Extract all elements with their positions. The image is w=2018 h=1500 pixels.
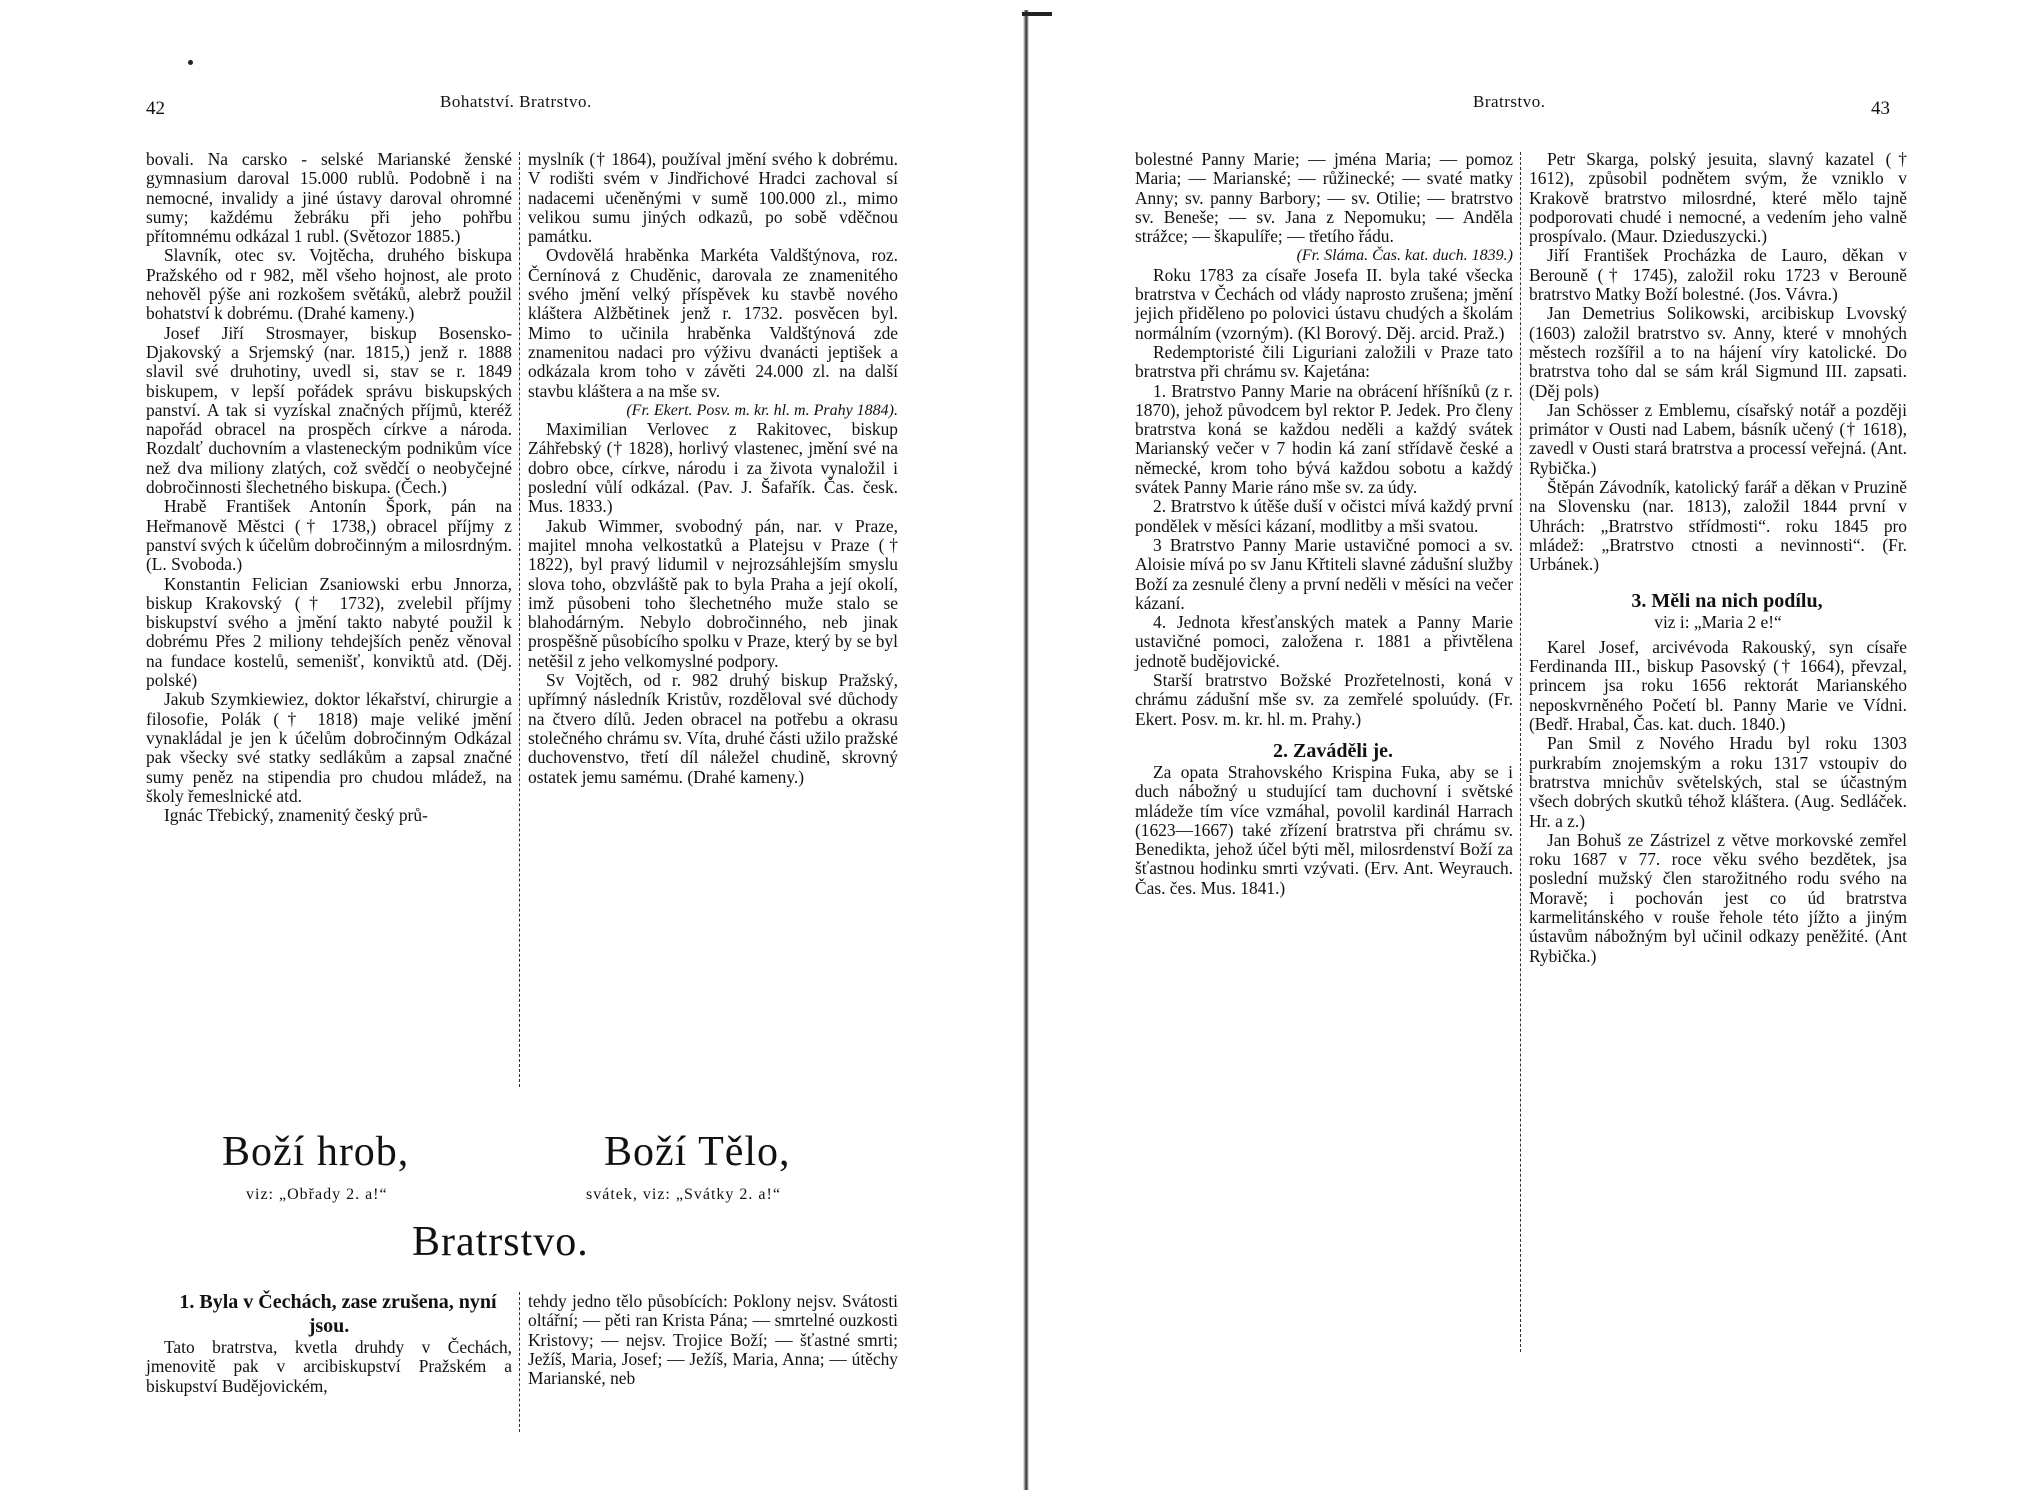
paragraph: myslník († 1864), používal jmění svého k dobrému. V rodišti svém v Jindřichové Hradci zachoval sí nadacemi učeněnými v sumě 100.000 zl., mimo velikou sumu jiných odkazů, po sobě vděčnou památku. [528, 149, 898, 247]
paragraph: tehdy jedno tělo působících: Poklony nejsv. Svátosti oltářní; — pěti ran Krista Pána; — smrtelné ouzkosti Kristovy; — nejsv. Trojice Boží; — šťastné smrti; Ježíš, Maria, Josef; — Ježíš, Maria, Anna; — útěchy Marianské, neb [528, 1291, 898, 1389]
heading-bozi-hrob: Boží hrob, [222, 1129, 410, 1175]
source-citation: (Fr. Sláma. Čas. kat. duch. 1839.) [1296, 247, 1513, 265]
paragraph: Jakub Szymkiewiez, doktor lékařství, chirurgie a filosofie, Polák († 1818) maje veliké jmění vynakládal je jen k účelům dobročinným Odkázal pak všecky své statky sedlákům a zapsal značné sumy peněz na stipendia pro chudou mládež, na školy řemeslnické atd. [146, 689, 512, 806]
left-sec1-col-2 [528, 1292, 898, 1388]
section-title: 2. Zaváděli je. [1273, 739, 1393, 762]
crossref-bozi-hrob: viz: „Obřady 2. a!“ [246, 1186, 388, 1203]
column-divider [1520, 152, 1521, 1352]
left-col-1 [146, 150, 512, 825]
paragraph: Pan Smil z Nového Hradu byl roku 1303 purkrabím znojemským a roku 1317 vstoupiv do bratrstva mnichův světelských, stal se účastným všech dobrých skutků téhož kláštera. (Aug. Sedláček. Hr. a z.) [1529, 733, 1907, 831]
paragraph: Za opata Strahovského Krispina Fuka, aby se i duch nábožný u studující tam duchovní i světské mládeže tím více vzmáhal, povolil kardinál Harrach (1623—1667) také zřízení bratrstva při chrámu sv. Benedikta, jehož účel býti měl, milosrdenství Boží za šťastnou hodinku smrti vzývati. (Erv. Ant. Weyrauch. Čas. čes. Mus. 1841.) [1135, 761, 1513, 898]
paragraph: Slavník, otec sv. Vojtěcha, druhého biskupa Pražského od r 982, měl všeho hojnost, ale proto nehověl pýše ani rozkošem světáků, alebrž použil bohatství k dobrému. (Drahé kameny.) [146, 245, 512, 324]
right-col-1 [1135, 150, 1513, 898]
running-head: Bohatství. Bratrstvo. [440, 92, 592, 111]
page-number: 42 [146, 98, 165, 119]
paragraph: Petr Skarga, polský jesuita, slavný kazatel († 1612), způsobil podnětem svým, že vzniklo v Krakově bratrstvo milosrdné, které mělo tajně podporovati chudé i nemocné, a vedením jeho valně prospívalo. (Maur. Dzieduszycki.) [1529, 149, 1907, 247]
paragraph: Ovdovělá hraběnka Markéta Valdštýnova, roz. Černínová z Chuděnic, darovala ze znamenitého svého jmění velký příspěvek ku stavbě nového kláštera Alžbětinek jenž r. 1732. posvěcen byl. Mimo to učinila hraběnka Valdštýnová zde znamenitou nadaci pro výživu dvanácti jeptišek a odkázala krom toho v závěti 24.000 zl. na další stavbu kláštera a na mše sv. [528, 245, 898, 401]
paragraph: Konstantin Felician Zsaniowski erbu Jnnorza, biskup Krakovský († 1732), zvelebil příjmy biskupství svého a jmění takto nabyté použil k dobrému Přes 2 miliony tehdejších peněz věnoval na fundace kostelů, semenišť, konviktů atd. (Děj. polské) [146, 573, 512, 691]
paragraph: Starší bratrstvo Božské Prozřetelnosti, koná v chrámu zádušní mše sv. za zemřelé spoluúdy. (Fr. Ekert. Posv. m. kr. hl. m. Prahy.) [1135, 670, 1513, 729]
paragraph: 4. Jednota křesťanských matek a Panny Marie ustavičné pomoci, založena r. 1881 a přivtělena jednotě budějovické. [1135, 612, 1513, 671]
paragraph: bolestné Panny Marie; — jména Maria; — pomoz Maria; — Marianské; — růžinecké; — svaté matky Anny; sv. panny Barbory; — sv. Otilie; — bratrstvo sv. Beneše; — sv. Jana z Nepomuku; — Anděla strážce; — škapulíře; — třetího řádu. [1135, 149, 1513, 247]
crossref: viz i: „Maria 2 e!“ [1654, 611, 1782, 632]
column-divider [519, 152, 520, 1087]
paragraph: bovali. Na carsko - selské Marianské ženské gymnasium daroval 15.000 rublů. Podobně i na nemocné, invalidy a jiné ústavy daroval ohromné sumy; každému žebráku při jeho pohřbu přítomnému odkázal 1 rubl. (Světozor 1885.) [146, 149, 512, 247]
left-col-2 [528, 150, 898, 787]
paragraph: Maximilian Verlovec z Rakitovec, biskup Záhřebský († 1828), horlivý vlastenec, jmění své na dobro obce, církve, národu i za života vynaložil i poslední vůlí odkázal. (Pav. J. Šafařík. Čas. česk. Mus. 1833.) [528, 419, 898, 517]
left-sec1-col-1 [146, 1290, 512, 1396]
right-page [1009, 0, 2018, 1500]
paragraph: Sv Vojtěch, od r. 982 druhý biskup Pražský, upřímný následník Kristův, rozděloval své důchody na čtvero dílů. Jeden obracel na potřebu a okrasu stolečného chrámu sv. Víta, druhé části užilo pražské duchovenstvo, třetí díl náležel chudině, skrovný ostatek jemu samému. (Drahé kameny.) [528, 670, 898, 787]
paragraph: Jan Demetrius Solikowski, arcibiskup Lvovský (1603) založil bratrstvo sv. Anny, které v mnohých městech rozšířil a to na hájení víry katolické. Do bratrstva toho dal se sám král Sigmund III. zapsati. (Děj pols) [1529, 303, 1907, 401]
heading-bratrstvo: Bratrstvo. [412, 1219, 589, 1265]
section-title: 1. Byla v Čechách, zase zrušena, nyní jsou. [179, 1291, 497, 1337]
paragraph: Karel Josef, arcivévoda Rakouský, syn císaře Ferdinanda III., biskup Pasovský († 1664), převzal, princem jsa roku 1656 rektorát Marianského neposkvrněného Početí bl. Panny Marie ve Vídni. (Bedř. Hrabal, Čas. kat. duch. 1840.) [1529, 636, 1907, 735]
paragraph: 2. Bratrstvo k útěše duší v očistci mívá každý první pondělek v měsíci kázaní, modlitby a mši svatou. [1135, 496, 1513, 536]
paragraph: Jiří František Procházka de Lauro, děkan v Berouně († 1745), založil roku 1723 v Berouně bratrstvo Matky Boží bolestné. (Jos. Vávra.) [1529, 245, 1907, 305]
source-citation: (Fr. Ekert. Posv. m. kr. hl. m. Prahy 1884). [626, 401, 898, 419]
paragraph: Redemptoristé čili Liguriani založili v Praze tato bratrstva při chrámu sv. Kajetána: [1135, 341, 1513, 382]
paragraph: Tato bratrstva, kvetla druhdy v Čechách, jmenovitě pak v arcibiskupství Pražském a biskupství Budějovickém, [146, 1337, 512, 1396]
paragraph: Ignác Třebický, znamenitý český prů- [164, 805, 428, 826]
page-number: 43 [1871, 98, 1890, 119]
paragraph: Jan Bohuš ze Zástrizel z větve morkovské zemřel roku 1687 v 77. roce věku svého bezdětek, jsa poslední mužský člen starožitného rodu svého na Moravě; i pochován jest co úd bratrstva karmelitánského v rouše řehole této jížto a jiným ústavům nábožným byl učinil odkazy peněžité. (Ant Rybička.) [1529, 829, 1907, 966]
paragraph: Hrabě František Antonín Špork, pán na Heřmanově Městci († 1738,) obracel příjmy z panství svých k účelům dobročinným a milosrdným. (L. Svoboda.) [146, 496, 512, 575]
paragraph: Roku 1783 za císaře Josefa II. byla také všecka bratrstva v Čechách od vlády naprosto zrušena; jmění jejich přiděleno po polovici ústavu chudých a školám normálním (vzorným). (Kl Borový. Děj. arcid. Praž.) [1135, 264, 1513, 343]
section-title: 3. Měli na nich podílu, [1631, 589, 1823, 612]
column-divider [519, 1292, 520, 1432]
paragraph: 3 Bratrstvo Panny Marie ustavičné pomoci a sv. Aloisie mívá po sv Janu Křtiteli slavné zádušní služby Boží za zesnulé členy a první neděli v měsíci na večer kázaní. [1135, 534, 1513, 613]
running-head: Bratrstvo. [1473, 92, 1546, 111]
heading-bozi-telo: Boží Tělo, [604, 1129, 791, 1175]
paragraph: Štěpán Závodník, katolický farář a děkan v Pruzině na Slovensku (nar. 1813), založil 1844 první v Uhrách: „Bratrstvo střídmosti“. roku 1845 pro mládež: „Bratrstvo ctnosti a nevinnosti“. (Fr. Urbánek.) [1529, 477, 1907, 575]
paragraph: 1. Bratrstvo Panny Marie na obrácení hříšníků (z r. 1870), jehož původcem byl rektor P. Jedek. Pro členy bratrstva koná se každou neděli a každý svátek Marianský večer v 7 hodin ká zaní střídavě české a německé, krom toho bývá každou sobotu a každý svátek Panny Marie ráno mše sv. za údy. [1135, 380, 1513, 498]
paragraph: Jan Schösser z Emblemu, císařský notář a později primátor v Ousti nad Labem, básník učený († 1618), zavedl v Ousti stará bratrstva a processí veřejná. (Ant. Rybička.) [1529, 399, 1907, 478]
paragraph: Josef Jiří Strosmayer, biskup Bosensko-Djakovský a Srjemský (nar. 1815,) jenž r. 1888 slavil své druhotiny, uvedl si, stav se r. 1849 biskupem, v lepší pořádek správu biskupských panství. A tak si vyzískal značných příjmů, kteréž napořád obracel na prospěch církve a národa. Rozdalť duchovním a vlasteneckým podnikům více než dva miliony zlatých, což svědčí o neobyčejné dobročinnosti šlechetného biskupa. (Čech.) [146, 322, 512, 498]
right-col-2 [1529, 150, 1907, 966]
paragraph: Jakub Wimmer, svobodný pán, nar. v Praze, majitel mnoha velkostatků a Platejsu v Praze († 1822), byl pravý lidumil v nejrozsáhlejším smyslu slova toho, obzvláště pak to byla Praha a její okolí, imž působeni toho šlechetného muže stalo se blahodárným. Nebylo dobročinného, neb jinak prospěšně působícího spolku v Praze, který by se byl netěšil z jeho velkomyslné podpory. [528, 515, 898, 671]
crossref-bozi-telo: svátek, viz: „Svátky 2. a!“ [586, 1186, 781, 1203]
